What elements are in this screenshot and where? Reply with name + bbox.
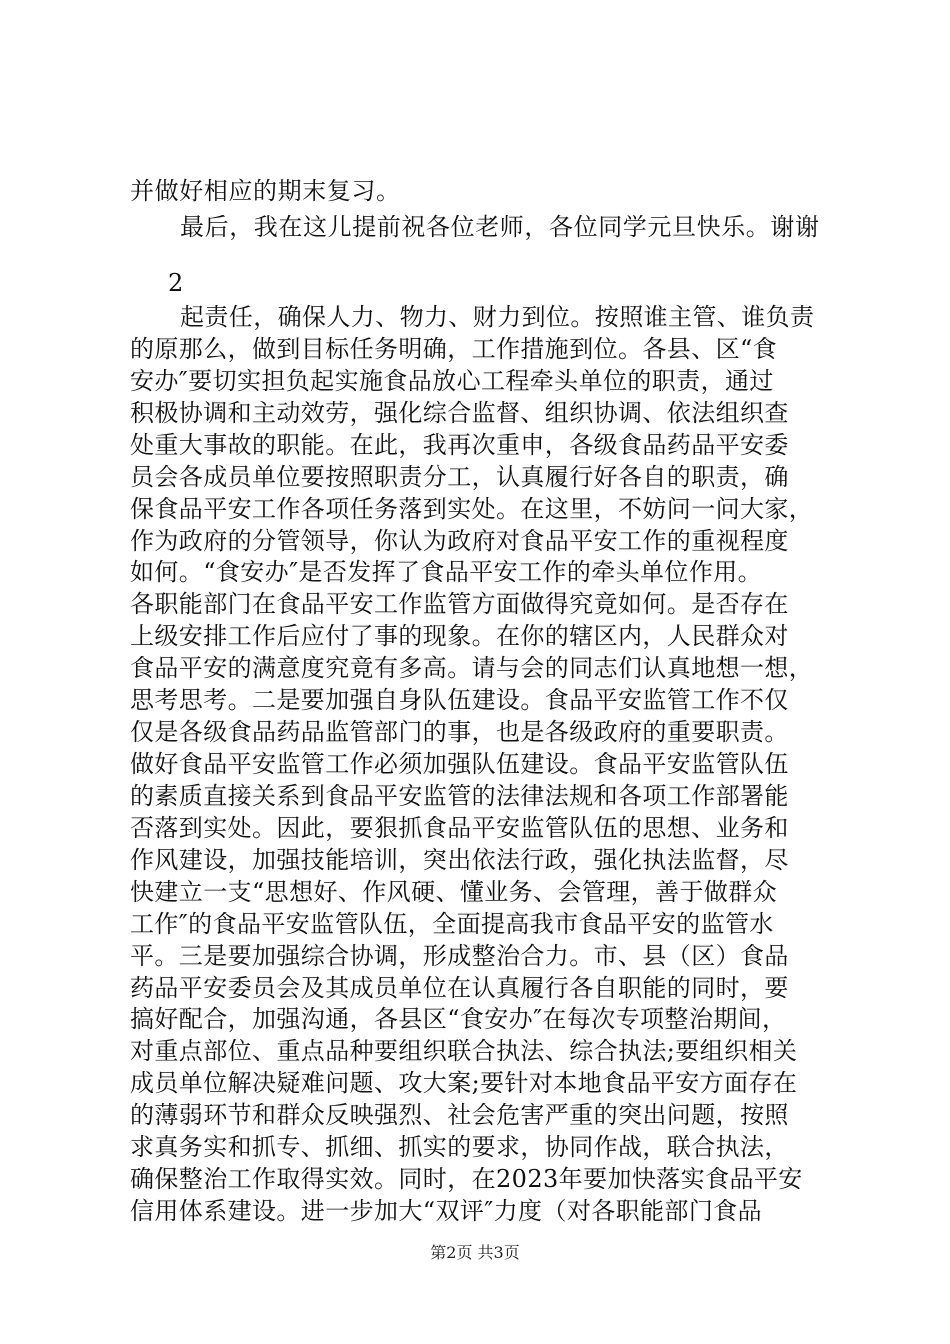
body-line: 积极协调和主动效劳，强化综合监督、组织协调、依法组织查 [130, 399, 789, 427]
body-line: 工作″的食品平安监管队伍，全面提高我市食品平安的监管水 [130, 910, 774, 938]
body-line: 作风建设，加强技能培训，突出依法行政，强化执法监督，尽 [130, 846, 789, 874]
body-line: 起责任，确保人力、物力、财力到位。按照谁主管、谁负责 [180, 303, 815, 331]
body-line: 求真务实和抓专、抓细、抓实的要求，协同作战，联合执法， [130, 1133, 789, 1161]
body-line: 思考思考。二是要加强自身队伍建设。食品平安监管工作不仅 [130, 686, 789, 714]
body-line: 的素质直接关系到食品平安监管的法律法规和各项工作部署能 [130, 782, 789, 810]
body-line: 否落到实处。因此，要狠抓食品平安监管队伍的思想、业务和 [130, 814, 789, 842]
body-line: 处重大事故的职能。在此，我再次重申，各级食品药品平安委 [130, 431, 789, 459]
page-footer: 第2页 共3页 [430, 1243, 520, 1262]
body-line: 仅是各级食品药品监管部门的事，也是各级政府的重要职责。 [130, 718, 789, 746]
text-line-closing: 并做好相应的期末复习。 [130, 177, 401, 205]
body-line: 药品平安委员会及其成员单位在认真履行各自职能的同时，要 [130, 974, 789, 1002]
body-line: 的薄弱环节和群众反映强烈、社会危害严重的突出问题，按照 [130, 1101, 789, 1129]
body-line: 的原那么，做到目标任务明确，工作措施到位。各县、区“食 [130, 335, 778, 363]
body-line: 各职能部门在食品平安工作监管方面做得究竟如何。是否存在 [130, 590, 789, 618]
body-line: 作为政府的分管领导，你认为政府对食品平安工作的重视程度 [130, 527, 789, 555]
body-line: 对重点部位、重点品种要组织联合执法、综合执法;要组织相关 [130, 1037, 798, 1065]
body-line: 成员单位解决疑难问题、攻大案;要针对本地食品平安方面存在 [130, 1069, 798, 1097]
body-line: 搞好配合，加强沟通，各县区“食安办″在每次专项整治期间， [130, 1005, 787, 1033]
body-line: 安办″要切实担负起实施食品放心工程牵头单位的职责，通过 [130, 367, 774, 395]
body-line: 做好食品平安监管工作必须加强队伍建设。食品平安监管队伍 [130, 750, 789, 778]
text-line-wishes: 最后，我在这儿提前祝各位老师，各位同学元旦快乐。谢谢 [180, 213, 820, 241]
body-line: 确保整治工作取得实效。同时，在2023年要加快落实食品平安 [130, 1165, 803, 1193]
body-line: 如何。“食安办″是否发挥了食品平安工作的牵头单位作用。 [130, 558, 763, 586]
page-marker: 2 [168, 269, 184, 297]
body-line: 员会各成员单位要按照职责分工，认真履行好各自的职责，确 [130, 463, 789, 491]
body-line: 食品平安的满意度究竟有多高。请与会的同志们认真地想一想， [130, 654, 814, 682]
body-line: 信用体系建设。进一步加大“双评″力度（对各职能部门食品 [130, 1197, 763, 1225]
body-line: 平。三是要加强综合协调，形成整治合力。市、县（区）食品 [130, 942, 789, 970]
body-line: 快建立一支“思想好、作风硬、懂业务、会管理，善于做群众 [130, 878, 778, 906]
body-line: 保食品平安工作各项任务落到实处。在这里，不妨问一问大家， [130, 495, 814, 523]
body-line: 上级安排工作后应付了事的现象。在你的辖区内，人民群众对 [130, 622, 789, 650]
